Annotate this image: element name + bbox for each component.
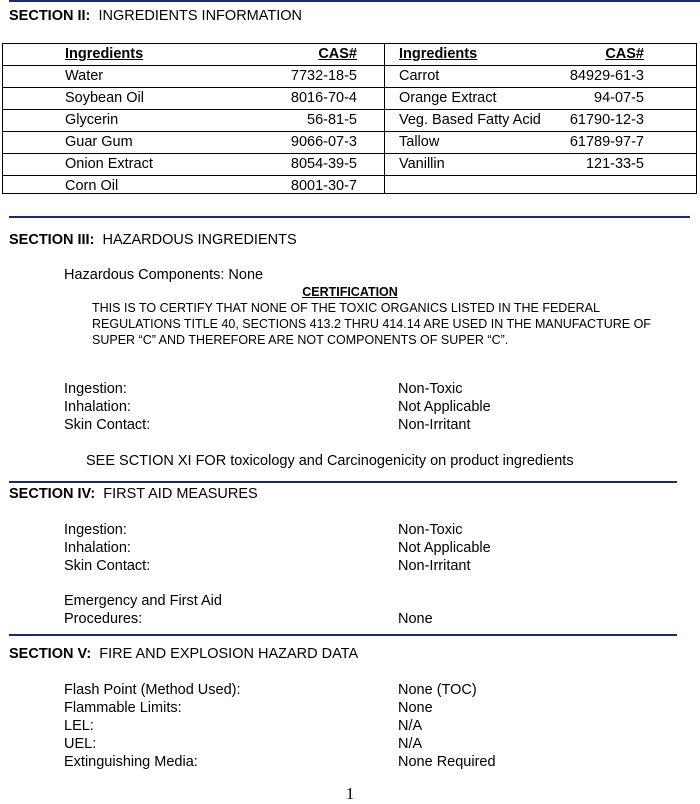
ingredient-name: Onion Extract xyxy=(65,156,153,172)
first-aid-value: Non-Irritant xyxy=(398,558,471,574)
hazard-label: Skin Contact: xyxy=(64,417,151,433)
fire-value: N/A xyxy=(398,718,423,734)
ingredient-cas: 56-81-5 xyxy=(307,112,357,128)
section-5-rule xyxy=(9,634,677,636)
hazard-label: Inhalation: xyxy=(64,399,131,415)
emergency-label-line1: Emergency and First Aid xyxy=(64,593,222,609)
ingredient-cas: 94-07-5 xyxy=(594,90,644,106)
ingredient-name: Glycerin xyxy=(65,112,119,128)
first-aid-row-inhalation xyxy=(0,540,700,558)
section-4-title: FIRST AID MEASURES xyxy=(103,486,258,502)
header-ingredients-left: Ingredients xyxy=(65,46,144,62)
ingredient-name: Veg. Based Fatty Acid xyxy=(399,112,541,128)
section-2-label: SECTION II: xyxy=(9,8,91,24)
section-3-rule xyxy=(9,216,690,218)
section-3-label: SECTION III: xyxy=(9,232,95,248)
ingredient-name: Soybean Oil xyxy=(65,90,144,106)
section-5-title: FIRE AND EXPLOSION HAZARD DATA xyxy=(99,646,359,662)
hazard-label: Ingestion: xyxy=(64,381,127,397)
first-aid-value: Non-Toxic xyxy=(398,522,463,538)
fire-value: None xyxy=(398,700,433,716)
emergency-label-line2: Procedures: xyxy=(64,611,143,627)
fire-row-flammable-limits xyxy=(0,700,700,718)
certification-body: THIS IS TO CERTIFY THAT NONE OF THE TOXIC ORGANICS LISTED IN THE FEDERAL REGULATIONS TITLE 40, SECTIONS 413.2 THRU 414.14 ARE USED IN THE MANUFACTURE OF SUPER “C” AND THEREFORE ARE NOT COMPONENTS OF SUPER “C”. xyxy=(92,301,651,347)
ingredient-cas: 121-33-5 xyxy=(585,156,644,172)
section-4-rule xyxy=(9,481,677,483)
fire-value: None (TOC) xyxy=(398,682,477,698)
table-row xyxy=(3,88,696,109)
hazard-value: Non-Irritant xyxy=(398,417,471,433)
fire-row-flash-point xyxy=(0,682,700,700)
fire-label: UEL: xyxy=(64,736,97,752)
fire-value: None Required xyxy=(398,754,496,770)
fire-label: Flammable Limits: xyxy=(64,700,182,716)
ingredient-name: Carrot xyxy=(399,68,440,84)
ingredient-cas: 61790-12-3 xyxy=(569,112,644,128)
table-row xyxy=(3,110,696,131)
section-4-label: SECTION IV: xyxy=(9,486,96,502)
top-rule xyxy=(9,0,700,2)
hazard-value: Not Applicable xyxy=(398,399,491,415)
header-ingredients-right: Ingredients xyxy=(399,46,478,62)
certification-title: CERTIFICATION xyxy=(302,285,398,299)
fire-label: Flash Point (Method Used): xyxy=(64,682,241,698)
ingredients-table xyxy=(2,43,697,194)
ingredient-name: Vanillin xyxy=(399,156,445,172)
table-row xyxy=(3,176,696,197)
ingredient-cas: 84929-61-3 xyxy=(569,68,644,84)
fire-row-uel xyxy=(0,736,700,754)
ingredient-cas: 8054-39-5 xyxy=(290,156,357,172)
ingredient-cas: 9066-07-3 xyxy=(290,134,357,150)
ingredient-name: Water xyxy=(65,68,104,84)
first-aid-label: Ingestion: xyxy=(64,522,127,538)
first-aid-label: Inhalation: xyxy=(64,540,131,556)
section-4-heading xyxy=(9,486,258,502)
table-row xyxy=(3,154,696,175)
first-aid-label: Skin Contact: xyxy=(64,558,151,574)
table-row xyxy=(3,132,696,153)
table-header-row xyxy=(3,44,696,65)
ingredient-name: Orange Extract xyxy=(399,90,497,106)
section-2-title: INGREDIENTS INFORMATION xyxy=(98,8,302,24)
section-3-heading xyxy=(9,232,297,248)
fire-row-lel xyxy=(0,718,700,736)
first-aid-row-skin-contact xyxy=(0,558,700,576)
emergency-row-line1 xyxy=(0,593,700,611)
ingredient-name: Corn Oil xyxy=(65,178,119,194)
fire-value: N/A xyxy=(398,736,423,752)
ingredient-name: Tallow xyxy=(399,134,440,150)
toxicology-note: SEE SCTION XI FOR toxicology and Carcinogenicity on product ingredients xyxy=(86,453,574,469)
hazard-row-skin-contact xyxy=(0,417,700,435)
fire-label: LEL: xyxy=(64,718,94,734)
section-2-heading xyxy=(9,8,302,24)
header-cas-left: CAS# xyxy=(318,46,357,62)
hazard-row-inhalation xyxy=(0,399,700,417)
first-aid-value: Not Applicable xyxy=(398,540,491,556)
fire-label: Extinguishing Media: xyxy=(64,754,198,770)
ingredient-cas: 8001-30-7 xyxy=(290,178,357,194)
section-3-title: HAZARDOUS INGREDIENTS xyxy=(102,232,297,248)
section-5-label: SECTION V: xyxy=(9,646,92,662)
ingredient-cas: 7732-18-5 xyxy=(290,68,357,84)
hazard-row-ingestion xyxy=(0,381,700,399)
hazardous-components: Hazardous Components: None xyxy=(64,267,264,283)
fire-row-extinguishing-media xyxy=(0,754,700,772)
page-number: 1 xyxy=(345,784,355,803)
ingredient-cas: 8016-70-4 xyxy=(290,90,357,106)
ingredient-cas: 61789-97-7 xyxy=(569,134,644,150)
first-aid-row-ingestion xyxy=(0,522,700,540)
table-row xyxy=(3,66,696,87)
ingredient-name: Guar Gum xyxy=(65,134,133,150)
section-5-heading xyxy=(9,646,358,662)
hazard-value: Non-Toxic xyxy=(398,381,463,397)
header-cas-right: CAS# xyxy=(605,46,644,62)
emergency-row-line2 xyxy=(0,611,700,629)
emergency-value: None xyxy=(398,611,433,627)
